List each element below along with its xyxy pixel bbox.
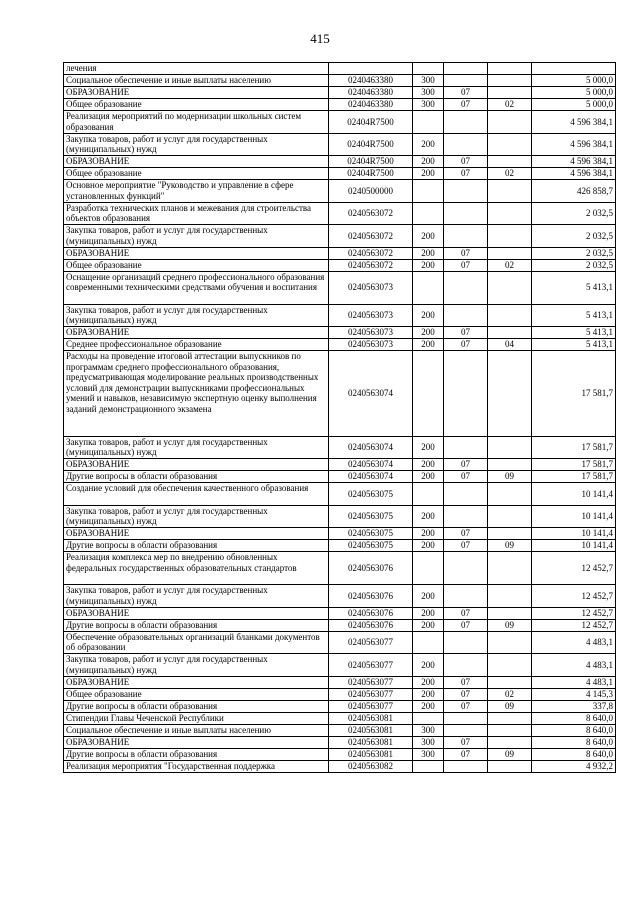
row-amount-cell: 8 640,0 xyxy=(532,736,616,748)
page-number: 415 xyxy=(310,31,330,46)
table-row xyxy=(64,156,616,168)
row-amount-cell: 17 581,7 xyxy=(532,436,616,459)
row-vr-cell: 200 xyxy=(413,505,444,528)
row-vr-cell: 200 xyxy=(413,327,444,339)
table-row xyxy=(64,631,616,654)
table-row xyxy=(64,483,616,506)
row-pr-cell xyxy=(488,271,532,304)
table-body xyxy=(64,63,616,773)
row-code-cell: 0240463380 xyxy=(329,75,413,87)
row-pr-cell xyxy=(488,505,532,528)
row-amount-cell: 12 452,7 xyxy=(532,619,616,631)
table-row xyxy=(64,505,616,528)
row-rz-cell xyxy=(444,75,488,87)
row-vr-cell: 200 xyxy=(413,436,444,459)
table-row xyxy=(64,552,616,585)
row-vr-cell: 200 xyxy=(413,700,444,712)
row-amount-cell: 8 640,0 xyxy=(532,724,616,736)
row-pr-cell xyxy=(488,156,532,168)
table-row xyxy=(64,540,616,552)
row-code-cell: 0240563081 xyxy=(329,724,413,736)
table-row xyxy=(64,748,616,760)
budget-table xyxy=(63,62,616,773)
table-row xyxy=(64,63,616,75)
row-amount-cell: 4 596 384,1 xyxy=(532,111,616,134)
row-name-cell: Закупка товаров, работ и услуг для государственных (муниципальных) нужд xyxy=(64,304,329,327)
row-amount-cell: 4 596 384,1 xyxy=(532,156,616,168)
row-pr-cell xyxy=(488,607,532,619)
row-code-cell: 0240563081 xyxy=(329,736,413,748)
row-amount-cell: 2 032,5 xyxy=(532,225,616,248)
table-row xyxy=(64,111,616,134)
row-vr-cell: 300 xyxy=(413,748,444,760)
row-vr-cell: 200 xyxy=(413,225,444,248)
row-amount-cell: 17 581,7 xyxy=(532,459,616,471)
row-code-cell: 0240563074 xyxy=(329,351,413,437)
table-row xyxy=(64,202,616,225)
row-rz-cell xyxy=(444,271,488,304)
row-name-cell: ОБРАЗОВАНИЕ xyxy=(64,87,329,99)
row-rz-cell: 07 xyxy=(444,99,488,111)
row-rz-cell: 07 xyxy=(444,736,488,748)
row-code-cell: 0240563077 xyxy=(329,631,413,654)
row-name-cell: Общее образование xyxy=(64,259,329,271)
table-row xyxy=(64,225,616,248)
row-rz-cell: 07 xyxy=(444,459,488,471)
row-vr-cell: 200 xyxy=(413,528,444,540)
row-name-cell: Социальное обеспечение и иные выплаты населению xyxy=(64,75,329,87)
row-name-cell: Закупка товаров, работ и услуг для государственных (муниципальных) нужд xyxy=(64,654,329,677)
row-pr-cell xyxy=(488,436,532,459)
row-rz-cell xyxy=(444,631,488,654)
table-row xyxy=(64,339,616,351)
row-vr-cell xyxy=(413,552,444,585)
row-rz-cell xyxy=(444,351,488,437)
row-amount-cell: 10 141,4 xyxy=(532,540,616,552)
row-name-cell: Среднее профессиональное образование xyxy=(64,339,329,351)
row-vr-cell xyxy=(413,631,444,654)
row-code-cell: 02404R7500 xyxy=(329,111,413,134)
row-rz-cell xyxy=(444,505,488,528)
row-name-cell: Другие вопросы в области образования xyxy=(64,471,329,483)
row-code-cell: 0240563076 xyxy=(329,585,413,608)
row-code-cell: 0240563075 xyxy=(329,528,413,540)
row-amount-cell: 2 032,5 xyxy=(532,202,616,225)
row-rz-cell xyxy=(444,760,488,772)
table-row xyxy=(64,724,616,736)
row-rz-cell xyxy=(444,180,488,203)
row-code-cell: 0240563075 xyxy=(329,505,413,528)
row-rz-cell: 07 xyxy=(444,156,488,168)
row-rz-cell xyxy=(444,712,488,724)
row-amount-cell: 2 032,5 xyxy=(532,259,616,271)
row-vr-cell: 200 xyxy=(413,688,444,700)
row-name-cell: Закупка товаров, работ и услуг для государственных (муниципальных) нужд xyxy=(64,436,329,459)
row-vr-cell xyxy=(413,271,444,304)
row-code-cell: 02404R7500 xyxy=(329,156,413,168)
row-code-cell: 0240563074 xyxy=(329,436,413,459)
row-code-cell: 0240563073 xyxy=(329,271,413,304)
table-row xyxy=(64,585,616,608)
row-name-cell: Другие вопросы в области образования xyxy=(64,619,329,631)
row-rz-cell xyxy=(444,133,488,156)
row-pr-cell xyxy=(488,87,532,99)
row-rz-cell: 07 xyxy=(444,676,488,688)
row-amount-cell: 4 483,1 xyxy=(532,654,616,677)
row-pr-cell xyxy=(488,760,532,772)
row-pr-cell xyxy=(488,712,532,724)
row-code-cell: 0240463380 xyxy=(329,99,413,111)
row-pr-cell: 09 xyxy=(488,700,532,712)
row-amount-cell xyxy=(532,63,616,75)
row-name-cell: Оснащение организаций среднего профессионального образования современными техническими средствами обучения и воспитания xyxy=(64,271,329,304)
row-rz-cell xyxy=(444,654,488,677)
table-row xyxy=(64,99,616,111)
row-name-cell: Закупка товаров, работ и услуг для государственных (муниципальных) нужд xyxy=(64,133,329,156)
row-vr-cell: 200 xyxy=(413,654,444,677)
table-row xyxy=(64,304,616,327)
row-name-cell: Общее образование xyxy=(64,688,329,700)
row-name-cell: Другие вопросы в области образования xyxy=(64,540,329,552)
row-pr-cell xyxy=(488,225,532,248)
row-vr-cell: 300 xyxy=(413,99,444,111)
row-name-cell: ОБРАЗОВАНИЕ xyxy=(64,327,329,339)
row-name-cell: Основное мероприятие "Руководство и управление в сфере установленных функций" xyxy=(64,180,329,203)
row-pr-cell xyxy=(488,304,532,327)
row-rz-cell: 07 xyxy=(444,688,488,700)
row-name-cell: Создание условий для обеспечения качественного образования xyxy=(64,483,329,506)
table-row xyxy=(64,471,616,483)
row-vr-cell: 200 xyxy=(413,133,444,156)
row-name-cell: ОБРАЗОВАНИЕ xyxy=(64,247,329,259)
table-row xyxy=(64,75,616,87)
row-name-cell: Разработка технических планов и межевания для строительства объектов образования xyxy=(64,202,329,225)
row-rz-cell xyxy=(444,483,488,506)
row-vr-cell: 200 xyxy=(413,585,444,608)
row-rz-cell xyxy=(444,225,488,248)
row-code-cell: 0240563073 xyxy=(329,339,413,351)
row-amount-cell: 12 452,7 xyxy=(532,585,616,608)
row-code-cell: 0240563077 xyxy=(329,676,413,688)
row-amount-cell: 10 141,4 xyxy=(532,528,616,540)
row-rz-cell xyxy=(444,724,488,736)
table-row xyxy=(64,676,616,688)
row-amount-cell: 4 596 384,1 xyxy=(532,168,616,180)
row-code-cell: 0240563081 xyxy=(329,748,413,760)
row-rz-cell: 07 xyxy=(444,247,488,259)
row-amount-cell: 5 000,0 xyxy=(532,75,616,87)
row-amount-cell: 4 145,3 xyxy=(532,688,616,700)
row-amount-cell: 10 141,4 xyxy=(532,505,616,528)
row-name-cell: Реализация мероприятий по модернизации школьных систем образования xyxy=(64,111,329,134)
row-vr-cell: 200 xyxy=(413,156,444,168)
row-amount-cell: 4 483,1 xyxy=(532,676,616,688)
row-code-cell: 0240563072 xyxy=(329,247,413,259)
row-code-cell xyxy=(329,63,413,75)
row-pr-cell: 02 xyxy=(488,168,532,180)
row-name-cell: ОБРАЗОВАНИЕ xyxy=(64,736,329,748)
row-vr-cell: 200 xyxy=(413,676,444,688)
row-rz-cell: 07 xyxy=(444,259,488,271)
row-pr-cell xyxy=(488,552,532,585)
row-code-cell: 0240563077 xyxy=(329,654,413,677)
table-row xyxy=(64,760,616,772)
row-vr-cell xyxy=(413,180,444,203)
row-amount-cell: 17 581,7 xyxy=(532,351,616,437)
row-name-cell: Общее образование xyxy=(64,99,329,111)
table-row xyxy=(64,168,616,180)
row-pr-cell: 04 xyxy=(488,339,532,351)
row-name-cell: Социальное обеспечение и иные выплаты населению xyxy=(64,724,329,736)
table-row xyxy=(64,247,616,259)
row-code-cell: 0240563074 xyxy=(329,459,413,471)
row-vr-cell: 200 xyxy=(413,304,444,327)
row-code-cell: 0240563074 xyxy=(329,471,413,483)
table-row xyxy=(64,688,616,700)
row-amount-cell: 5 000,0 xyxy=(532,87,616,99)
row-name-cell: Другие вопросы в области образования xyxy=(64,748,329,760)
row-code-cell: 0240563072 xyxy=(329,202,413,225)
table-row xyxy=(64,133,616,156)
table-row xyxy=(64,271,616,304)
row-name-cell: Общее образование xyxy=(64,168,329,180)
row-pr-cell: 02 xyxy=(488,259,532,271)
row-pr-cell xyxy=(488,180,532,203)
row-rz-cell xyxy=(444,63,488,75)
row-vr-cell: 200 xyxy=(413,247,444,259)
row-vr-cell xyxy=(413,483,444,506)
row-rz-cell xyxy=(444,436,488,459)
row-pr-cell: 09 xyxy=(488,471,532,483)
row-pr-cell xyxy=(488,631,532,654)
row-vr-cell xyxy=(413,202,444,225)
row-vr-cell: 200 xyxy=(413,619,444,631)
row-rz-cell: 07 xyxy=(444,339,488,351)
row-amount-cell: 4 596 384,1 xyxy=(532,133,616,156)
row-name-cell: Закупка товаров, работ и услуг для государственных (муниципальных) нужд xyxy=(64,585,329,608)
row-vr-cell xyxy=(413,760,444,772)
row-code-cell: 0240563081 xyxy=(329,712,413,724)
row-name-cell: ОБРАЗОВАНИЕ xyxy=(64,607,329,619)
table-row xyxy=(64,180,616,203)
row-amount-cell: 17 581,7 xyxy=(532,471,616,483)
row-code-cell: 0240563073 xyxy=(329,327,413,339)
row-amount-cell: 426 858,7 xyxy=(532,180,616,203)
table-row xyxy=(64,259,616,271)
row-pr-cell xyxy=(488,133,532,156)
row-code-cell: 0240563072 xyxy=(329,259,413,271)
row-name-cell: ОБРАЗОВАНИЕ xyxy=(64,459,329,471)
row-amount-cell: 12 452,7 xyxy=(532,607,616,619)
row-name-cell: Реализация мероприятия "Государственная поддержка xyxy=(64,760,329,772)
row-code-cell: 0240563077 xyxy=(329,688,413,700)
row-rz-cell: 07 xyxy=(444,327,488,339)
row-rz-cell: 07 xyxy=(444,540,488,552)
row-code-cell: 02404R7500 xyxy=(329,168,413,180)
row-amount-cell: 4 483,1 xyxy=(532,631,616,654)
table-row xyxy=(64,436,616,459)
row-name-cell: Стипендии Главы Чеченской Республики xyxy=(64,712,329,724)
row-vr-cell xyxy=(413,63,444,75)
row-name-cell: Другие вопросы в области образования xyxy=(64,700,329,712)
row-name-cell: Закупка товаров, работ и услуг для государственных (муниципальных) нужд xyxy=(64,225,329,248)
row-code-cell: 0240463380 xyxy=(329,87,413,99)
row-amount-cell: 5 413,1 xyxy=(532,327,616,339)
row-code-cell: 0240563076 xyxy=(329,607,413,619)
table-row xyxy=(64,736,616,748)
row-pr-cell xyxy=(488,202,532,225)
row-rz-cell xyxy=(444,111,488,134)
row-amount-cell: 2 032,5 xyxy=(532,247,616,259)
row-rz-cell xyxy=(444,304,488,327)
row-pr-cell xyxy=(488,75,532,87)
row-pr-cell: 09 xyxy=(488,748,532,760)
row-code-cell: 0240563082 xyxy=(329,760,413,772)
row-pr-cell: 09 xyxy=(488,619,532,631)
row-code-cell: 0240563076 xyxy=(329,619,413,631)
row-vr-cell: 200 xyxy=(413,607,444,619)
row-pr-cell: 02 xyxy=(488,688,532,700)
row-vr-cell: 200 xyxy=(413,459,444,471)
row-pr-cell: 02 xyxy=(488,99,532,111)
row-vr-cell: 200 xyxy=(413,471,444,483)
row-code-cell: 0240563073 xyxy=(329,304,413,327)
row-rz-cell xyxy=(444,202,488,225)
row-code-cell: 0240563075 xyxy=(329,540,413,552)
table-row xyxy=(64,459,616,471)
row-amount-cell: 5 413,1 xyxy=(532,271,616,304)
row-pr-cell xyxy=(488,247,532,259)
row-amount-cell: 8 640,0 xyxy=(532,712,616,724)
row-amount-cell: 5 413,1 xyxy=(532,339,616,351)
row-pr-cell xyxy=(488,736,532,748)
row-vr-cell xyxy=(413,712,444,724)
row-amount-cell: 12 452,7 xyxy=(532,552,616,585)
row-pr-cell xyxy=(488,483,532,506)
row-code-cell: 0240563076 xyxy=(329,552,413,585)
row-vr-cell: 300 xyxy=(413,736,444,748)
row-vr-cell xyxy=(413,111,444,134)
table-row xyxy=(64,351,616,437)
row-amount-cell: 5 413,1 xyxy=(532,304,616,327)
row-vr-cell: 300 xyxy=(413,75,444,87)
row-pr-cell xyxy=(488,459,532,471)
row-name-cell: Расходы на проведение итоговой аттестации выпускников по программам среднего профессионального образования, предусматривающая моделирование реальных производственных условий для демонстрации выпускниками профессиональных умений и навыков, независимую экспертную оценку выполнения заданий демонстрационного экзамена xyxy=(64,351,329,437)
table-row xyxy=(64,607,616,619)
table-row xyxy=(64,654,616,677)
row-code-cell: 0240563077 xyxy=(329,700,413,712)
row-pr-cell xyxy=(488,327,532,339)
row-vr-cell: 300 xyxy=(413,87,444,99)
table-row xyxy=(64,327,616,339)
table-row xyxy=(64,87,616,99)
row-vr-cell: 200 xyxy=(413,339,444,351)
row-rz-cell: 07 xyxy=(444,607,488,619)
row-name-cell: Закупка товаров, работ и услуг для государственных (муниципальных) нужд xyxy=(64,505,329,528)
row-rz-cell: 07 xyxy=(444,87,488,99)
row-name-cell: ОБРАЗОВАНИЕ xyxy=(64,528,329,540)
row-pr-cell xyxy=(488,111,532,134)
row-pr-cell xyxy=(488,63,532,75)
row-rz-cell xyxy=(444,552,488,585)
row-pr-cell xyxy=(488,528,532,540)
table-row xyxy=(64,528,616,540)
row-pr-cell xyxy=(488,585,532,608)
row-amount-cell: 4 932,2 xyxy=(532,760,616,772)
row-amount-cell: 337,8 xyxy=(532,700,616,712)
row-pr-cell xyxy=(488,676,532,688)
row-name-cell: ОБРАЗОВАНИЕ xyxy=(64,156,329,168)
row-amount-cell: 8 640,0 xyxy=(532,748,616,760)
row-vr-cell: 200 xyxy=(413,259,444,271)
row-rz-cell: 07 xyxy=(444,748,488,760)
row-name-cell: лечения xyxy=(64,63,329,75)
row-vr-cell: 300 xyxy=(413,724,444,736)
row-name-cell: ОБРАЗОВАНИЕ xyxy=(64,676,329,688)
row-rz-cell: 07 xyxy=(444,168,488,180)
row-vr-cell xyxy=(413,351,444,437)
row-pr-cell: 09 xyxy=(488,540,532,552)
row-name-cell: Реализация комплекса мер по внедрению обновленных федеральных государственных образовательных стандартов xyxy=(64,552,329,585)
row-pr-cell xyxy=(488,351,532,437)
row-amount-cell: 10 141,4 xyxy=(532,483,616,506)
row-pr-cell xyxy=(488,654,532,677)
row-rz-cell: 07 xyxy=(444,528,488,540)
row-code-cell: 0240500000 xyxy=(329,180,413,203)
row-amount-cell: 5 000,0 xyxy=(532,99,616,111)
row-code-cell: 0240563072 xyxy=(329,225,413,248)
row-name-cell: Обеспечение образовательных организаций бланками документов об образовании xyxy=(64,631,329,654)
row-vr-cell: 200 xyxy=(413,168,444,180)
row-rz-cell xyxy=(444,585,488,608)
row-rz-cell: 07 xyxy=(444,700,488,712)
row-pr-cell xyxy=(488,724,532,736)
table-row xyxy=(64,712,616,724)
row-rz-cell: 07 xyxy=(444,619,488,631)
row-rz-cell: 07 xyxy=(444,471,488,483)
row-code-cell: 0240563075 xyxy=(329,483,413,506)
row-code-cell: 02404R7500 xyxy=(329,133,413,156)
table-row xyxy=(64,619,616,631)
table-row xyxy=(64,700,616,712)
row-vr-cell: 200 xyxy=(413,540,444,552)
